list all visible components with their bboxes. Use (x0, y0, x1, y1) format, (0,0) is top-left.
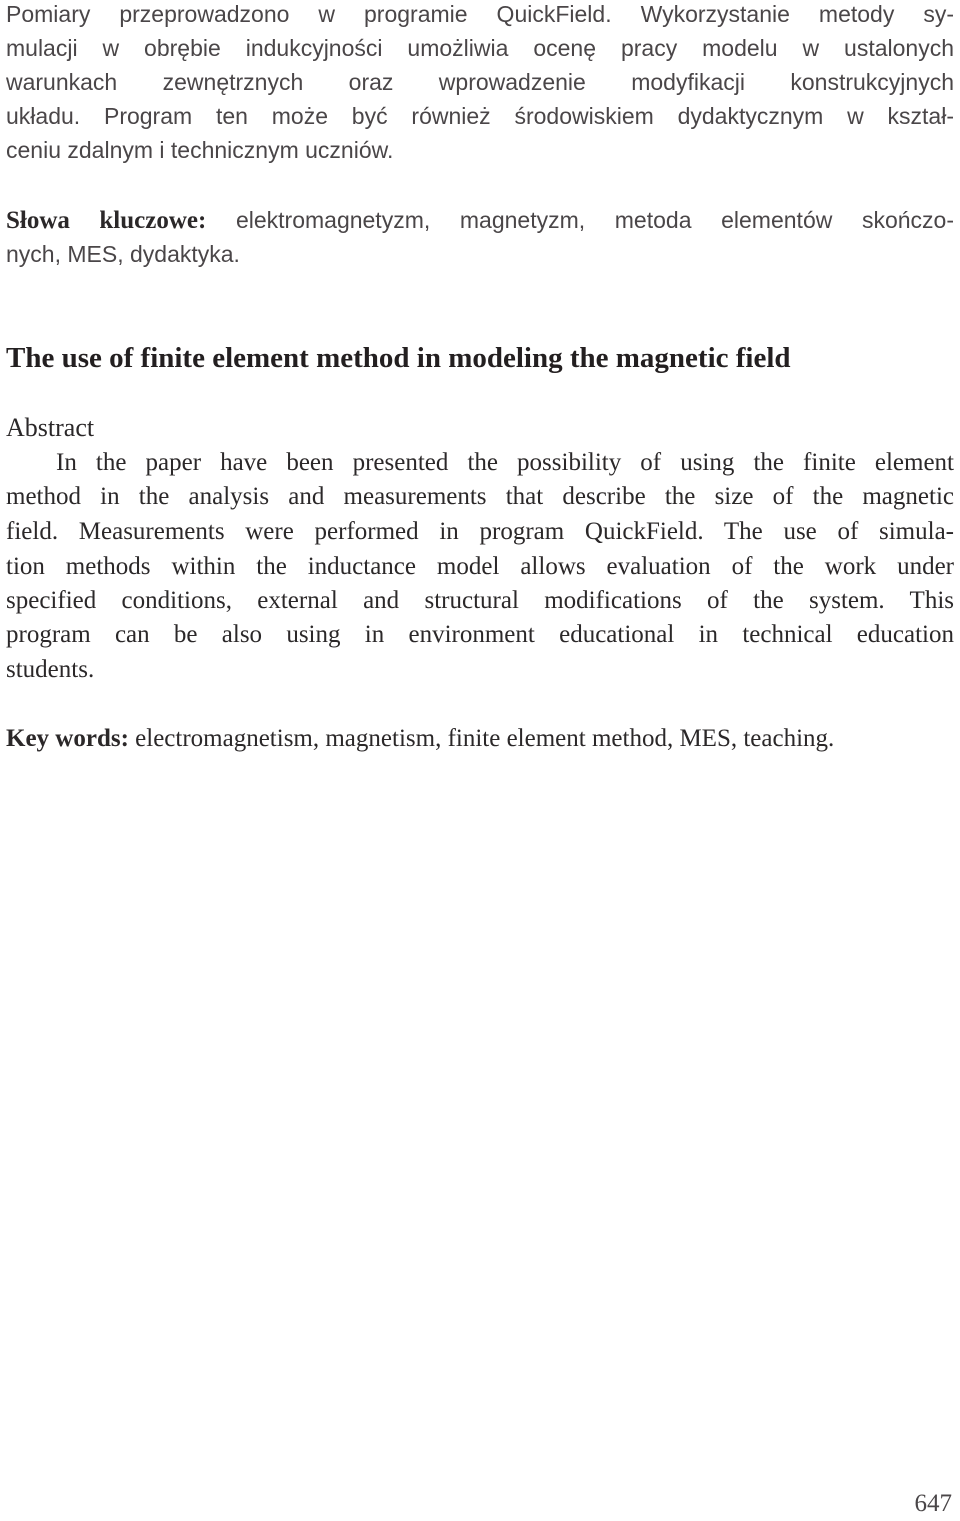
english-keywords-text: electromagnetism, magnetism, finite element method, MES, teaching. (135, 725, 835, 752)
paper-title: The use of finite element method in modeling the magnetic field (6, 342, 791, 374)
english-abstract-line: students. (6, 656, 95, 683)
polish-keywords-text: elektromagnetyzm, magnetyzm, metoda elementów skończo- (235, 207, 954, 233)
page-number: 647 (914, 1490, 952, 1517)
english-keywords (6, 722, 954, 756)
polish-keywords-label: Słowa kluczowe: (6, 207, 207, 234)
paper-page (6, 0, 954, 1521)
english-abstract-line: field. Measurements were performed in program QuickField. The use of simula- (6, 518, 954, 545)
english-abstract-line: In the paper have been presented the possibility of using the finite element (56, 449, 954, 476)
polish-abstract-line: Pomiary przeprowadzono w programie QuickField. Wykorzystanie metody sy- (6, 1, 954, 27)
polish-abstract-line: ceniu zdalnym i technicznym uczniów. (6, 137, 394, 163)
polish-abstract-line: mulacji w obrębie indukcyjności umożliwia ocenę pracy modelu w ustalonych (6, 35, 954, 61)
english-keywords-label: Key words: (6, 725, 129, 752)
polish-keywords-line (6, 203, 954, 238)
polish-abstract-line: układu. Program ten może być również środowiskiem dydaktycznym w kształ- (6, 103, 954, 129)
polish-keywords-line: nych, MES, dydaktyka. (6, 241, 240, 267)
abstract-heading: Abstract (6, 413, 95, 442)
polish-abstract-line: warunkach zewnętrznych oraz wprowadzenie modyfikacji konstrukcyjnych (6, 69, 954, 95)
english-abstract-line: program can be also using in environment educational in technical education (6, 621, 954, 648)
english-abstract-line: tion methods within the inductance model allows evaluation of the work under (6, 553, 954, 580)
english-abstract-line: specified conditions, external and structural modifications of the system. This (6, 587, 954, 614)
english-abstract-line: method in the analysis and measurements that describe the size of the magnetic (6, 483, 954, 510)
